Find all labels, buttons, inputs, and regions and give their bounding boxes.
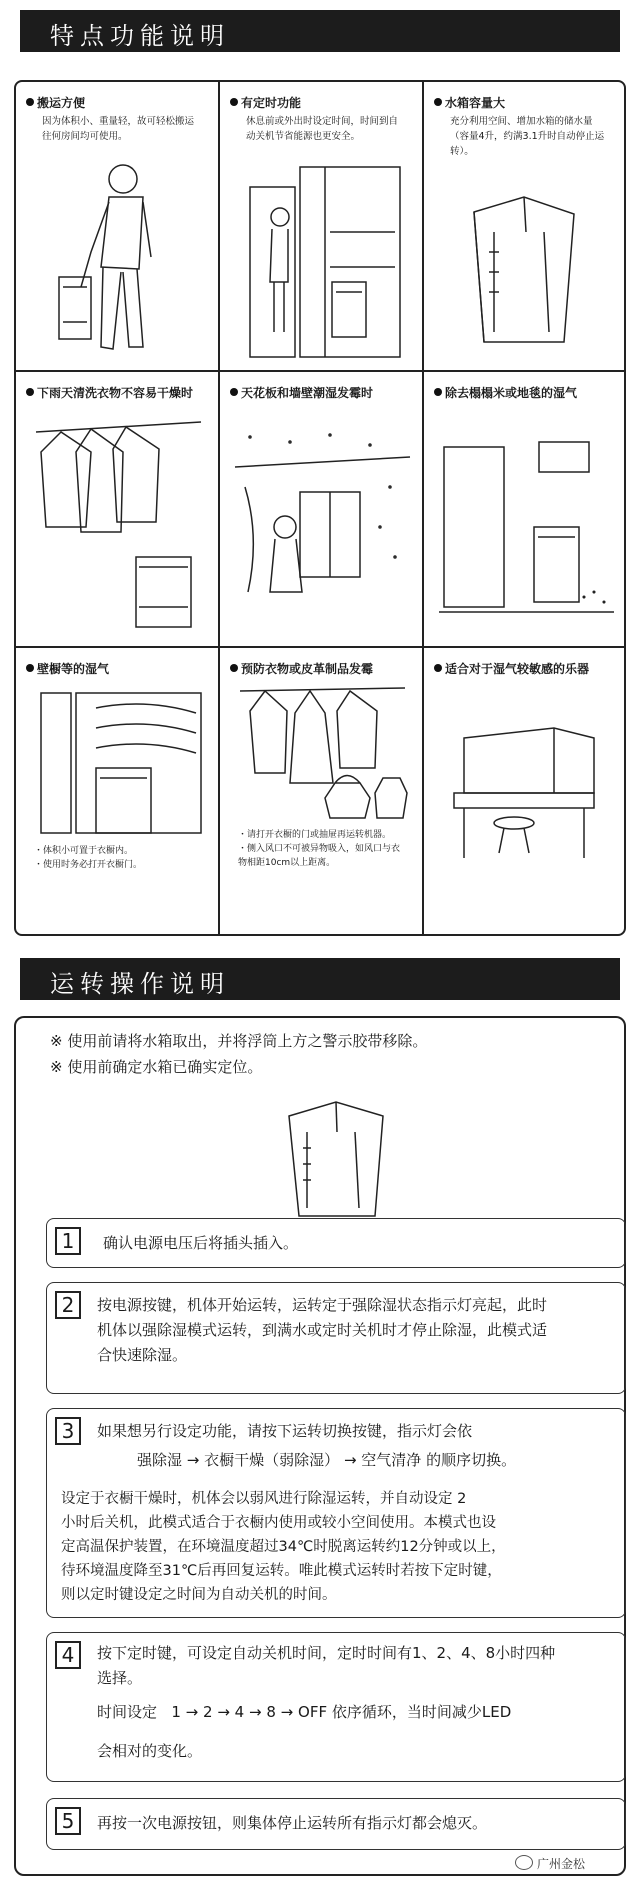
step-number: 1 [55,1227,81,1255]
feature-title: 天花板和墙壁潮湿发霉时 [230,384,373,401]
note-line: ・使用时务必打开衣橱门。 [34,860,143,870]
step-1 [46,1218,626,1268]
timer-sequence [97,1701,511,1722]
step-text [61,1487,616,1607]
watermark-text: 广州金松 [537,1857,586,1871]
closet-illustration [36,688,206,838]
step-3 [46,1408,626,1618]
feature-title: 适合对于湿气较敏感的乐器 [434,660,589,677]
arrow-right-icon: → [185,1703,203,1721]
wechat-icon [515,1855,533,1870]
feature-desc: 充分利用空间、增加水箱的储水量（容量4升，约满3.1升时自动停止运转）。 [450,116,605,157]
feature-cell-leather [220,648,422,934]
feature-cell-laundry [16,372,218,646]
feature-title: 搬运方便 [26,94,85,111]
mode-sequence [137,1449,516,1470]
arrow-right-icon: → [249,1703,267,1721]
step-text [97,1641,617,1691]
warning-text: ※ 使用前请将水箱取出，并将浮筒上方之警示胶带移除。 [50,1032,428,1050]
step-line: 设定于衣橱干燥时，机体会以弱风进行除湿运转，并自动设定 2 [61,1491,467,1507]
step-line: 机体以强除湿模式运转，到满水或定时关机时才停止除湿，此模式适 [97,1321,548,1339]
step-line: 则以定时键设定之时间为自动关机的时间。 [61,1587,337,1603]
step-number: 2 [55,1291,81,1319]
section-title: 特点功能说明 [50,22,230,50]
step-2 [46,1282,626,1394]
feature-cell-tank [424,82,624,370]
note-line: ・请打开衣橱的门或抽屉再运转机器。 [238,830,392,840]
feature-title: 有定时功能 [230,94,301,111]
step-text [97,1293,617,1368]
feature-title: 预防衣物或皮革制品发霉 [230,660,373,677]
mode-item: 强除湿 [137,1451,183,1469]
arrow-right-icon: → [280,1703,299,1721]
section-header-features [20,10,620,52]
feature-title: 水箱容量大 [434,94,505,111]
step-text: 会相对的变化。 [97,1742,203,1760]
sequence-suffix: 的顺序切换。 [426,1451,517,1469]
note-line: ・体积小可置于衣橱内。 [34,846,134,856]
step-line: 小时后关机，此模式适合于衣橱内使用或较小空间使用。本模式也设 [61,1515,496,1531]
arrow-right-icon: → [217,1703,235,1721]
step-number: 5 [55,1807,81,1835]
arrow-right-icon: → [186,1451,205,1469]
feature-title: 壁橱等的湿气 [26,660,109,677]
feature-cell-closet [16,648,218,934]
piano-illustration [444,718,614,868]
note-text [238,828,408,870]
note-line: ・侧入风口不可被异物吸入，如风口与衣物相距10cm以上距离。 [238,844,401,868]
timer-value: 1 [171,1703,181,1721]
feature-cell-instrument [424,648,624,934]
water-tank-illustration [464,192,584,352]
tatami-room-illustration [434,417,619,637]
step-5 [46,1798,626,1850]
step-line: 定高温保护装置，在环境温度超过34℃时脱离运转约12分钟或以上， [61,1539,506,1555]
warning-text: ※ 使用前确定水箱已确实定位。 [50,1058,263,1076]
feature-desc: 因为体积小、重量轻，故可轻松搬运往何房间均可使用。 [42,116,195,142]
step-text: 再按一次电源按钮，则集体停止运转所有指示灯都会熄灭。 [97,1814,488,1832]
watermark [515,1855,585,1872]
person-carrying-dehumidifier-illustration [51,157,181,362]
timer-suffix: 依序循环，当时间减少LED [331,1703,512,1721]
water-tank-illustration [281,1098,391,1223]
feature-cell-portable [16,82,218,370]
step-number: 3 [55,1417,81,1445]
feature-cell-mold [220,372,422,646]
feature-cell-tatami [424,372,624,646]
section-title: 运转操作说明 [50,970,230,998]
step-line: 选择。 [97,1669,143,1687]
step-line: 按下定时键，可设定自动关机时间，定时时间有1、2、4、8小时四种 [97,1644,556,1662]
hanging-clothes-illustration [31,417,206,637]
timer-value: 2 [203,1703,213,1721]
step-text: 确认电源电压后将插头插入。 [103,1234,299,1252]
features-grid [14,80,626,936]
feature-desc: 休息前或外出时设定时间，时间到自动关机节省能源也更安全。 [246,116,399,142]
step-number: 4 [55,1641,81,1669]
arrow-right-icon: → [343,1451,362,1469]
feature-cell-timer [220,82,422,370]
step-line: 待环境温度降至31℃后再回复运转。唯此模式运转时若按下定时键， [61,1563,502,1579]
timer-label: 时间设定 [97,1703,158,1721]
operation-instructions [14,1016,626,1876]
timer-value: 8 [266,1703,276,1721]
step-4 [46,1632,626,1782]
note-text [34,844,142,872]
timer-value: OFF [298,1703,328,1721]
step-line: 按电源按键，机体开始运转，运转定于强除湿状态指示灯亮起，此时 [97,1296,548,1314]
dehumidifier-closet-illustration [240,157,410,362]
step-intro: 如果想另行设定功能，请按下运转切换按键，指示灯会依 [97,1422,473,1440]
moldy-wall-illustration [230,417,415,637]
timer-value: 4 [234,1703,245,1721]
feature-title: 除去榻榻米或地毯的湿气 [434,384,577,401]
mode-item: 衣橱干燥（弱除湿） [204,1451,340,1469]
clothes-bags-illustration [235,683,410,823]
section-header-operation [20,958,620,1000]
step-line: 合快速除湿。 [97,1346,188,1364]
mode-item: 空气清净 [361,1451,422,1469]
feature-title: 下雨天清洗衣物不容易干燥时 [26,384,193,401]
